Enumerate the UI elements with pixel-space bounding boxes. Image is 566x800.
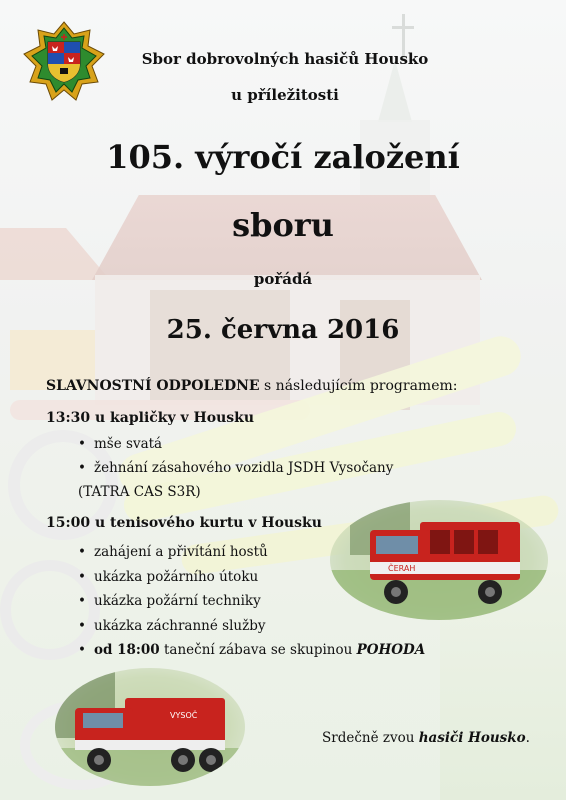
- fire-truck-icon: [330, 500, 548, 620]
- photo-fire-truck-cas: [330, 500, 548, 620]
- bullet-icon: •: [78, 544, 86, 560]
- list-item-text: ukázka záchranné služby: [94, 617, 266, 634]
- bullet-icon: •: [78, 642, 86, 658]
- truck-plate-text: ČERAH: [388, 564, 416, 573]
- title-line-1: 105. výročí založení: [106, 138, 460, 176]
- emblem-shield: [48, 42, 80, 82]
- list-item-continuation: [62, 484, 393, 508]
- program-intro-rest: s následujícím programem:: [259, 378, 458, 394]
- organization-name: Sbor dobrovolných hasičů Housko: [141, 50, 429, 68]
- truck-door-text: VYSOČ: [170, 711, 198, 720]
- band-name: POHODA: [356, 642, 426, 658]
- program-intro-bold: SLAVNOSTNÍ ODPOLEDNE: [46, 378, 260, 394]
- list-item-text: žehnání zásahového vozidla JSDH Vysočany: [94, 460, 394, 476]
- program-intro: [46, 378, 457, 394]
- invitation-lead: Srdečně zvou: [322, 730, 419, 746]
- invitation-end: .: [525, 730, 530, 746]
- bullet-icon: •: [78, 617, 86, 634]
- invitation-host: hasiči Housko: [418, 730, 526, 746]
- list-item: [78, 618, 425, 643]
- bullet-icon: •: [78, 460, 86, 476]
- list-item-time: od 18:00: [94, 642, 160, 658]
- bullet-icon: •: [78, 593, 86, 609]
- photo-fire-truck-tatra: [55, 668, 245, 786]
- list-item: [78, 460, 393, 484]
- section-2-heading: 15:00 u tenisového kurtu v Housku: [46, 515, 322, 531]
- organizes-text: pořádá: [253, 270, 313, 288]
- section-1-list: [78, 436, 393, 508]
- title-line-2: sboru: [232, 206, 334, 244]
- bullet-icon: •: [78, 436, 86, 452]
- list-item-text: zahájení a přivítání hostů: [94, 544, 268, 560]
- list-item-text: ukázka požárního útoku: [94, 568, 259, 585]
- background-cross-bar: [392, 26, 414, 29]
- list-item-text: ukázka požární techniky: [94, 593, 261, 609]
- emblem-star: ✚: [60, 33, 68, 42]
- bullet-icon: •: [78, 568, 86, 585]
- list-item: [78, 436, 393, 460]
- list-item-text: taneční zábava se skupinou: [159, 642, 357, 658]
- list-item: [78, 642, 425, 667]
- event-date: 25. června 2016: [166, 315, 400, 345]
- invitation-text: [322, 730, 530, 746]
- occasion-text: u příležitosti: [231, 86, 339, 104]
- section-1-heading: 13:30 u kapličky v Housku: [46, 410, 255, 426]
- list-item-text: (TATRA CAS S3R): [78, 484, 201, 500]
- fire-truck-icon: [55, 668, 245, 786]
- list-item-text: mše svatá: [94, 436, 163, 452]
- fire-brigade-emblem-icon: [22, 20, 106, 104]
